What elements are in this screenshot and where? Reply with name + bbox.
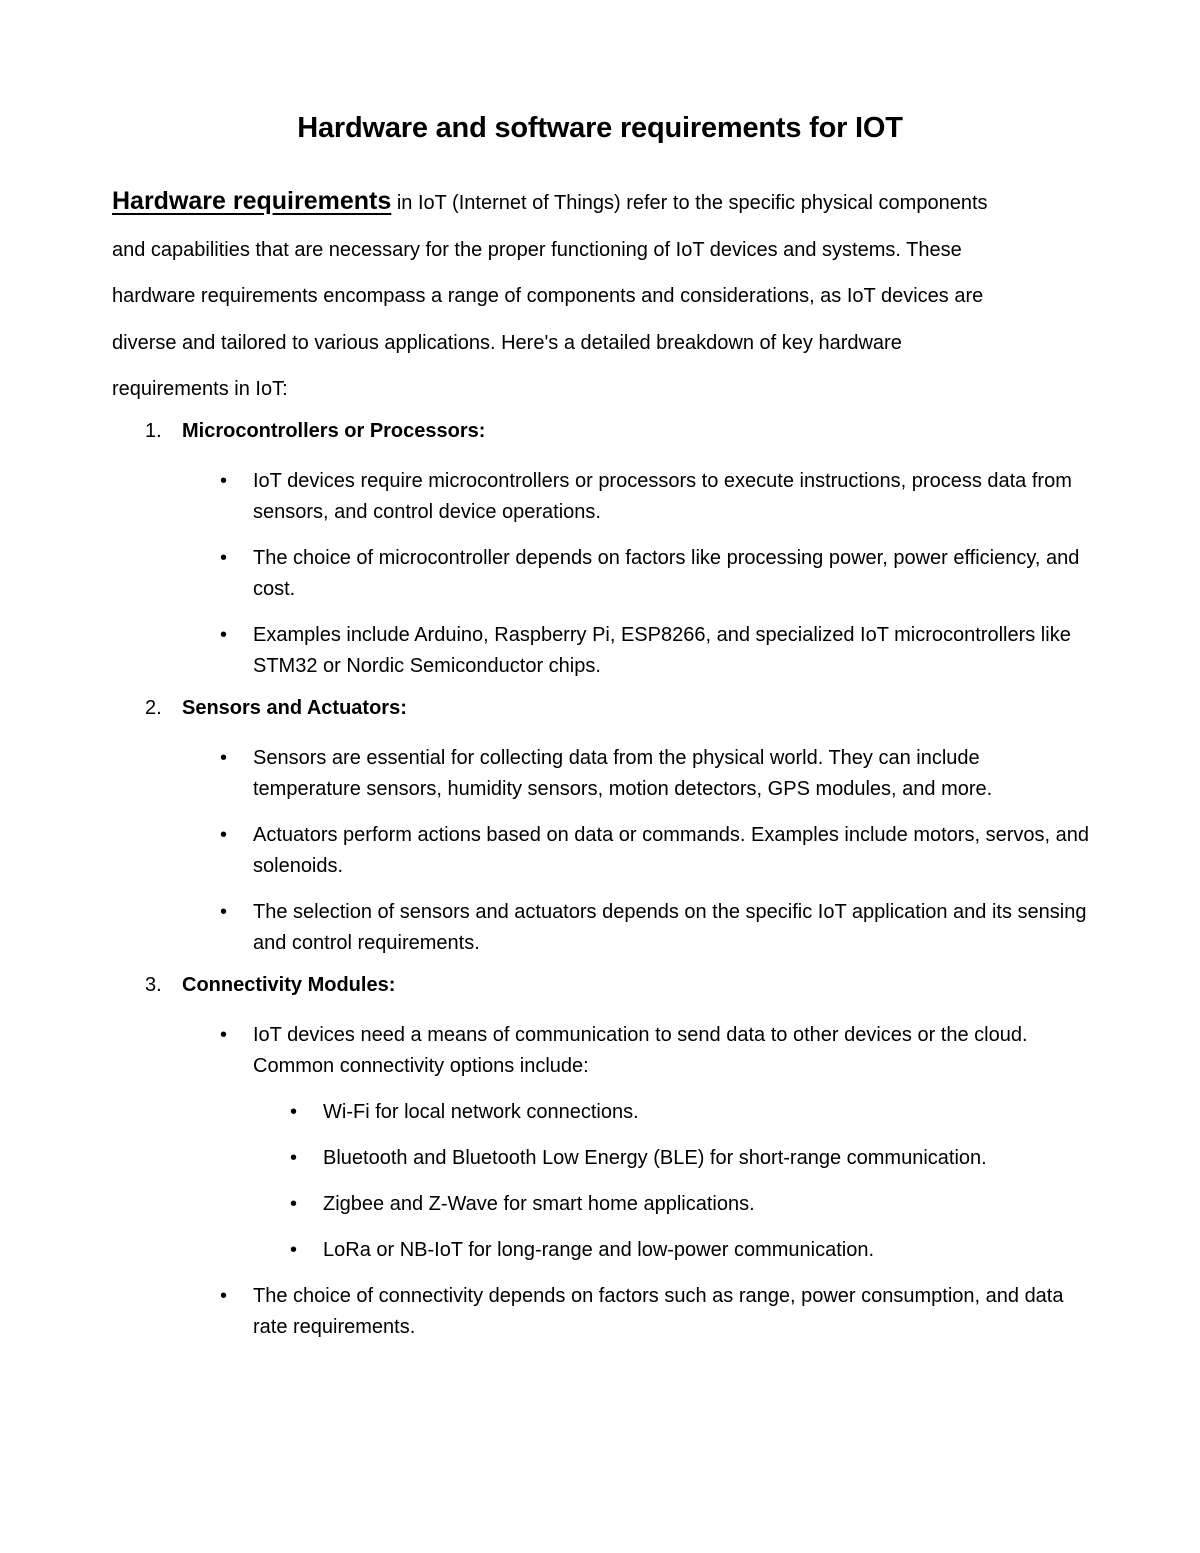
sub-list-item-text: LoRa or NB-IoT for long-range and low-power communication. [323,1239,875,1261]
section-number: 2. [145,697,162,719]
section-sensors-actuators [112,697,1102,959]
list-item [112,466,1102,528]
bullet-icon: • [219,1285,227,1307]
section-heading [112,420,1102,454]
list-item [112,1020,1102,1082]
bullet-icon: • [289,1147,297,1169]
bullet-icon: • [219,547,227,569]
intro-lead-heading: Hardware requirements [112,187,392,215]
intro-line: in IoT (Internet of Things) refer to the specific physical components [396,192,988,214]
bullet-list [112,1020,1102,1343]
bullet-icon: • [289,1239,297,1261]
section-title: Connectivity Modules: [182,974,396,996]
bullet-icon: • [219,624,227,646]
intro-line: hardware requirements encompass a range of components and considerations, as IoT devices are [112,285,984,307]
sub-list-item-text: Bluetooth and Bluetooth Low Energy (BLE) for short-range communication. [323,1147,987,1169]
bullet-icon: • [289,1101,297,1123]
sub-list-item-text: Wi-Fi for local network connections. [323,1101,639,1123]
intro-line: and capabilities that are necessary for the proper functioning of IoT devices and systems. These [112,238,962,261]
list-item-text: Examples include Arduino, Raspberry Pi, ESP8266, and specialized IoT microcontrollers like STM32 or Nordic Semiconductor chips. [253,624,1071,677]
requirements-list [112,420,1102,1358]
bullet-icon: • [289,1193,297,1215]
section-heading [112,697,1102,731]
section-number: 1. [145,420,162,442]
list-item [112,620,1102,682]
section-connectivity [112,974,1102,1343]
intro-line: diverse and tailored to various applications. Here's a detailed breakdown of key hardware [112,331,902,354]
bullet-list [112,466,1102,682]
sub-list-container [112,1097,1102,1266]
list-item [112,820,1102,882]
list-item [112,743,1102,805]
list-item-text: Sensors are essential for collecting data from the physical world. They can include temperature sensors, humidity sensors, motion detectors, GPS modules, and more. [253,747,993,800]
bullet-list [112,743,1102,959]
intro-paragraph [112,178,1102,413]
list-item-text: The choice of microcontroller depends on factors like processing power, power efficiency, and cost. [253,547,1080,600]
sub-list-item [112,1097,1102,1128]
bullet-icon: • [219,824,227,846]
sub-list-item [112,1189,1102,1220]
sub-list-item [112,1143,1102,1174]
section-heading [112,974,1102,1008]
list-item [112,897,1102,959]
bullet-icon: • [219,901,227,923]
section-number: 3. [145,974,162,996]
bullet-icon: • [219,470,227,492]
list-item [112,543,1102,605]
section-title: Microcontrollers or Processors: [182,420,486,442]
list-item-text: Actuators perform actions based on data or commands. Examples include motors, servos, and solenoids. [253,824,1089,877]
list-item-text: IoT devices require microcontrollers or processors to execute instructions, process data from sensors, and control device operations. [253,470,1072,523]
document-title: Hardware and software requirements for IOT [297,112,903,144]
sub-list-item [112,1235,1102,1266]
bullet-icon: • [219,1024,227,1046]
sub-list-item-text: Zigbee and Z-Wave for smart home applications. [323,1193,755,1215]
list-item [112,1281,1102,1343]
bullet-icon: • [219,747,227,769]
list-item-text: IoT devices need a means of communication to send data to other devices or the cloud. Common connectivity options include: [253,1024,1028,1077]
sub-bullet-list [112,1097,1102,1266]
list-item-text: The choice of connectivity depends on factors such as range, power consumption, and data rate requirements. [253,1285,1064,1338]
list-item-text: The selection of sensors and actuators depends on the specific IoT application and its sensing and control requirements. [253,901,1087,954]
intro-line: requirements in IoT: [112,378,288,400]
section-title: Sensors and Actuators: [182,697,407,719]
section-microcontrollers [112,420,1102,682]
